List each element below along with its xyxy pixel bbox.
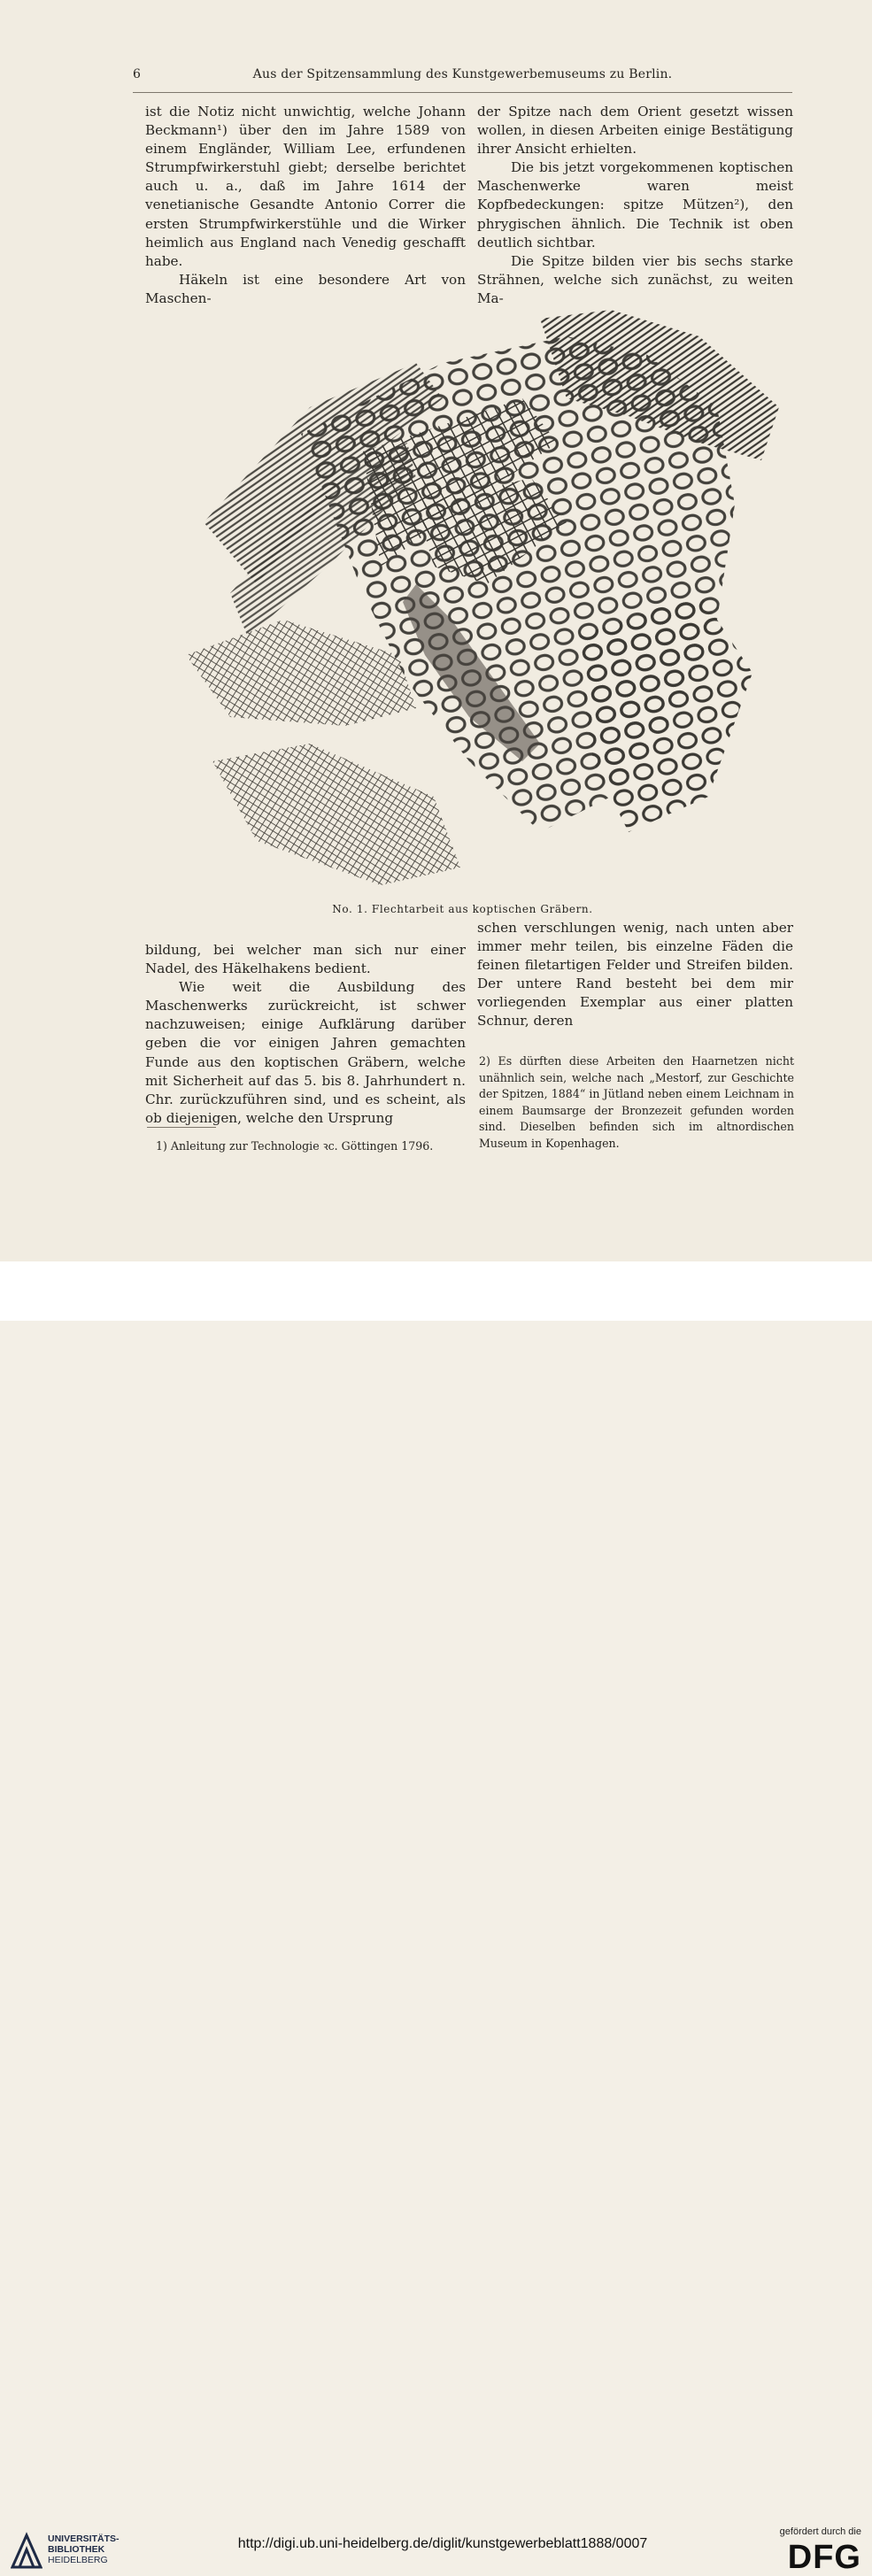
university-seal-icon [11, 2532, 42, 2569]
library-line: BIBLIOTHEK [48, 2544, 105, 2555]
paragraph: Die bis jetzt vorgekommenen koptischen Maschenwerke waren meist Kopfbedeckungen: spitze Mützen²), den phrygischen ähnlich. Die Technik ist oben deutlich sichtbar. [477, 159, 793, 251]
paragraph: der Spitze nach dem Orient gesetzt wissen wollen, in diesen Arbeiten einige Bestätigung ihrer Ansicht erhielten. [477, 104, 793, 158]
library-line: HEIDELBERG [48, 2555, 108, 2565]
funding-label: gefördert durch die [779, 2526, 861, 2537]
header-rule [133, 92, 792, 93]
paragraph: Die Spitze bilden vier bis sechs starke Strähnen, welche sich zunächst, zu weiten Ma- [477, 252, 793, 306]
lace-illustration [150, 301, 792, 912]
paragraph: Wie weit die Ausbildung des Maschenwerks zurückreicht, ist schwer nachzuweisen; einige Aufklärung darüber geben die vor einigen Jahren gemachten Funde aus den koptischen Gräbern, welche mit Sicherheit auf das 5. bis 8. Jahrhundert n. Chr. zurückzuführen sind, und es scheint, als ob diejenigen, welche den Ursprung [145, 979, 466, 1126]
paragraph: ist die Notiz nicht unwichtig, welche Johann Beckmann¹) über den im Jahre 1589 von einem Engländer, William Lee, erfundenen Strumpfwirkerstuhl giebt; derselbe berichtet auch u. a., daß im Jahre 1614 der venetianische Gesandte Antonio Correr die ersten Strumpfwirkerstühle und die Wirker heimlich aus England nach Venedig geschafft habe. [145, 104, 466, 269]
library-name [48, 2534, 120, 2565]
dfg-logo: DFG [787, 2539, 861, 2576]
figure-caption: No. 1. Flechtarbeit aus koptischen Gräbern. [332, 903, 593, 915]
running-title: Aus der Spitzensammlung des Kunstgewerbemuseums zu Berlin. [252, 67, 673, 81]
column-right-top [477, 103, 793, 308]
running-header [133, 67, 792, 89]
lace-filet-lower-left [186, 620, 416, 726]
paragraph: Häkeln ist eine besondere Art von Maschen- [145, 271, 466, 306]
paragraph: bildung, bei welcher man sich nur einer Nadel, des Häkelhakens bedient. [145, 942, 466, 977]
footnote-rule [147, 1127, 216, 1128]
permalink[interactable]: http://digi.ub.uni-heidelberg.de/diglit/kunstgewerbeblatt1888/0007 [237, 2536, 648, 2551]
page-number: 6 [133, 67, 141, 81]
lace-filet-bottom [212, 744, 460, 885]
paragraph: schen verschlungen wenig, nach unten aber immer mehr teilen, bis einzelne Fäden die feinen filetartigen Felder und Streifen bilden. Der untere Rand besteht bei dem mir vorliegenden Exemplar aus einer platten Schnur, deren [477, 920, 793, 1030]
scanned-page [0, 0, 872, 1261]
column-left-top [145, 103, 466, 308]
footnote-2: 2) Es dürften diese Arbeiten den Haarnetzen nicht unähnlich sein, welche nach „Mestorf, zur Geschichte der Spitzen, 1884“ in Jütland neben einem Leichnam in einem Baumsarge der Bronzezeit gefunden worden sind. Dieselben befinden sich im altnordischen Museum in Kopenhagen. [479, 1054, 794, 1150]
library-line: UNIVERSITÄTS- [48, 2534, 120, 2544]
footnote-1: 1) Anleitung zur Technologie ꝛc. Göttingen 1796. [156, 1139, 434, 1153]
column-right-bottom [477, 919, 793, 1031]
viewer-footer [0, 1261, 872, 2576]
column-left-bottom [145, 941, 466, 1128]
